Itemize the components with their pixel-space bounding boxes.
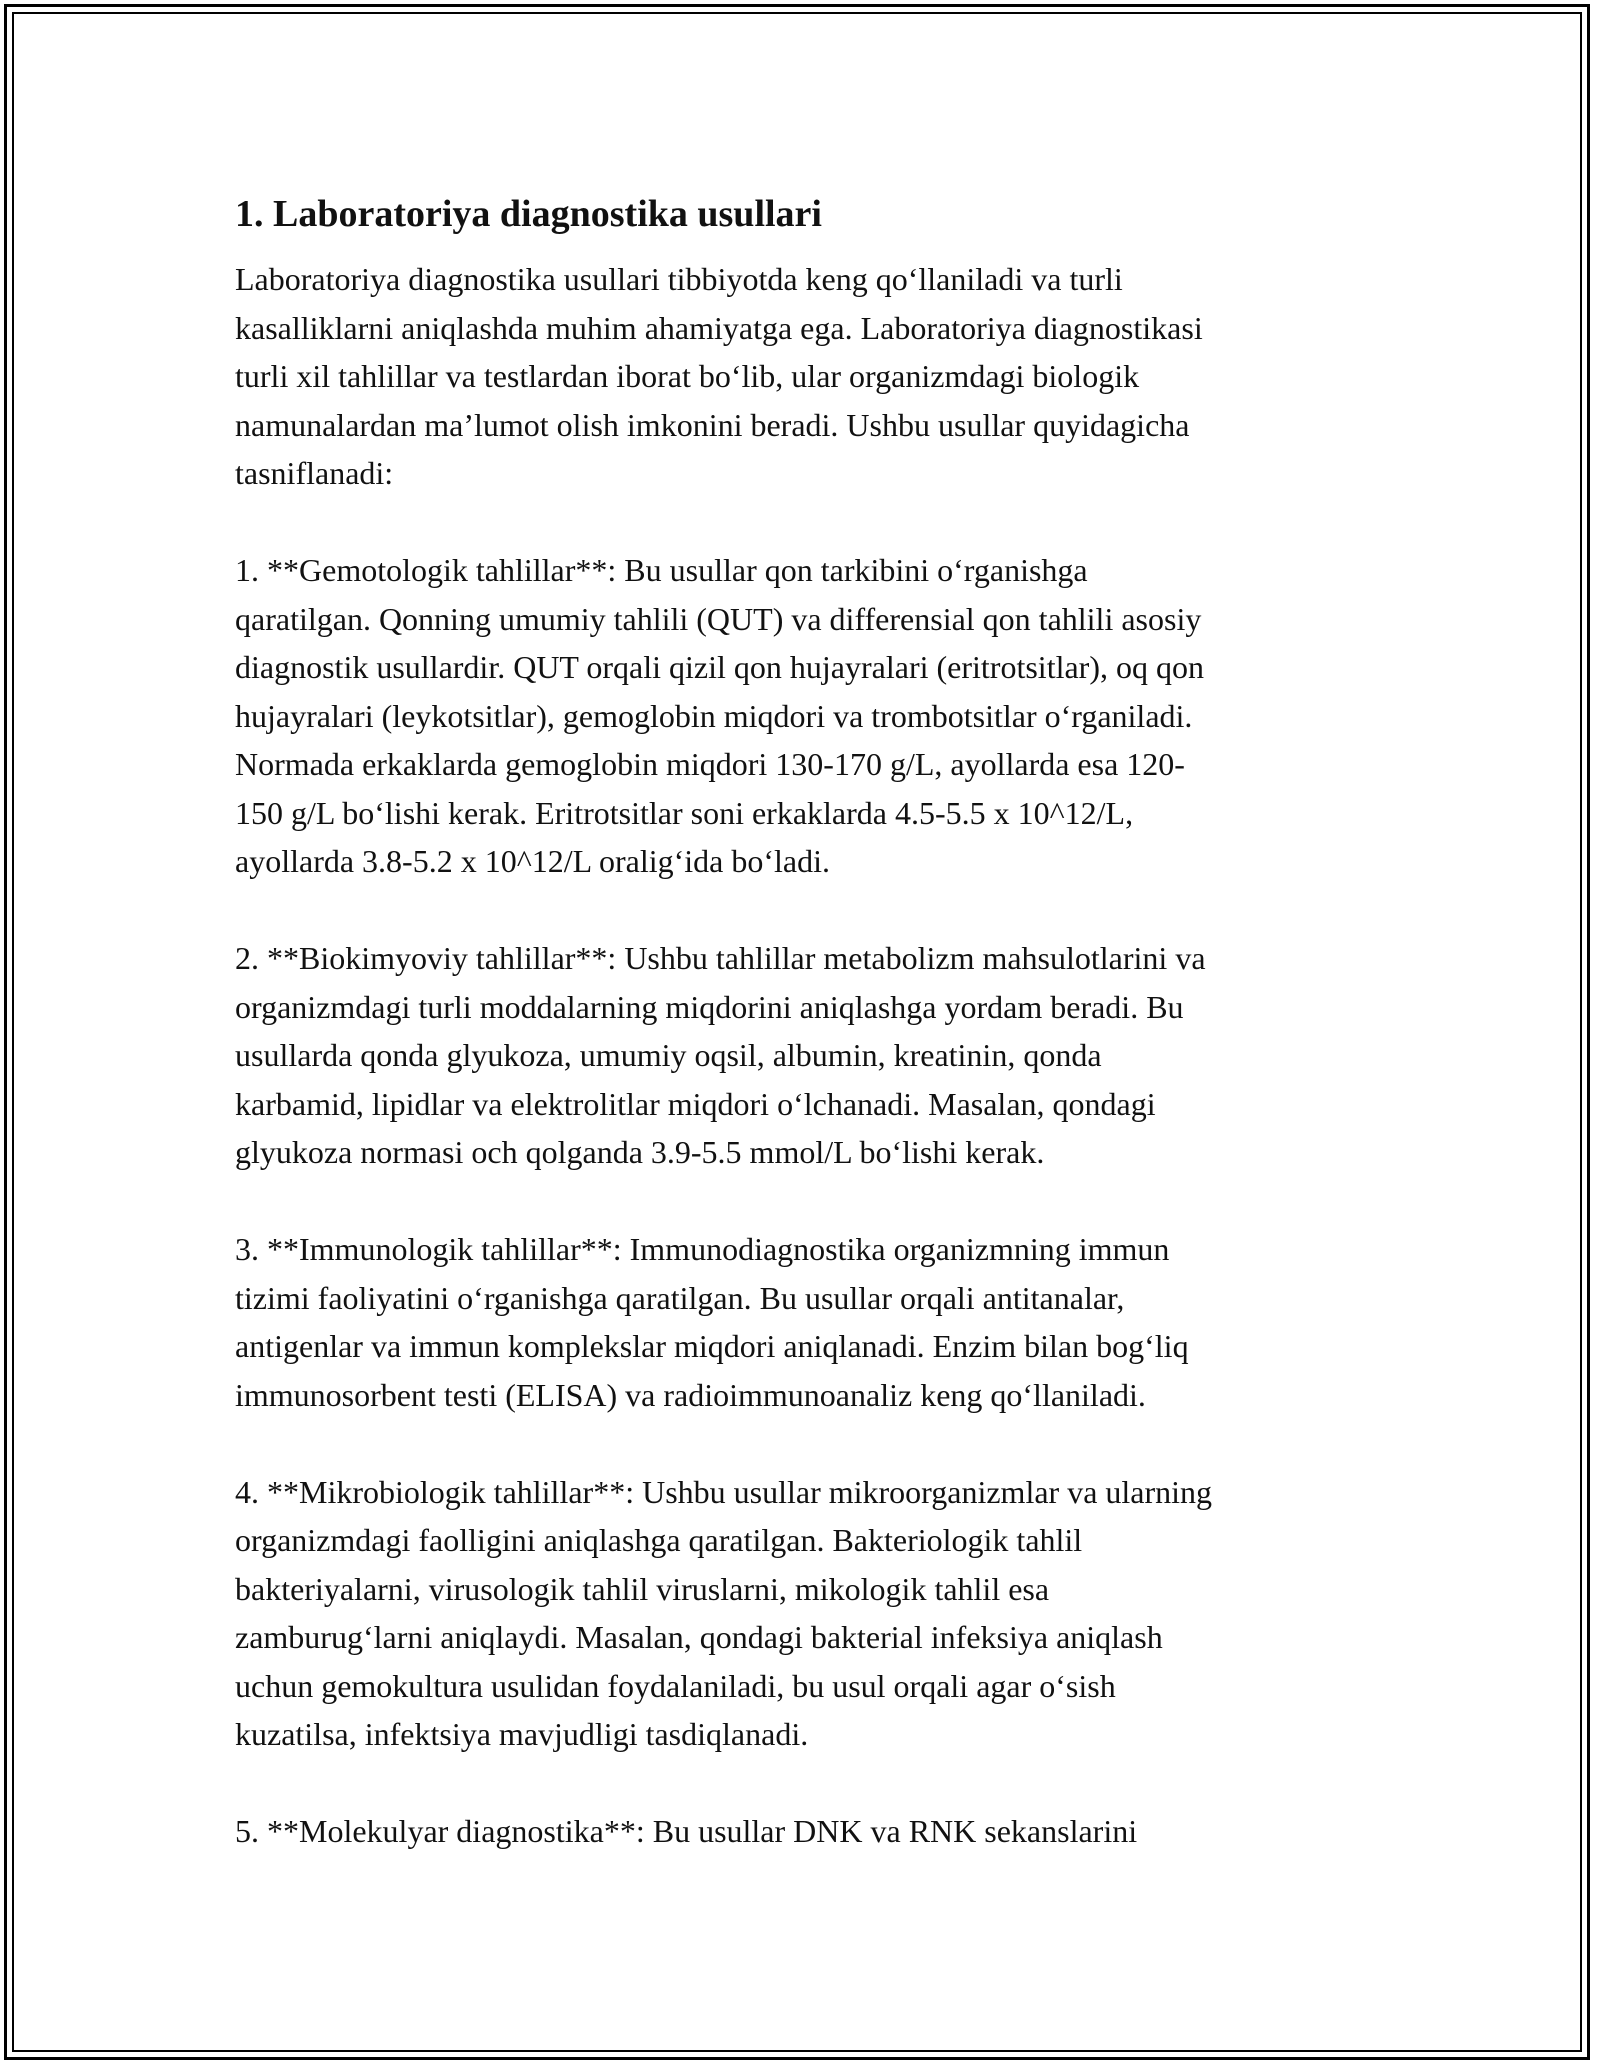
list-item-gemotologik: 1. **Gemotologik tahlillar**: Bu usullar qon tarkibini o‘rganishga qaratilgan. Qonning umumiy tahlili (QUT) va differensial qon tahlili asosiy diagnostik usullardir. QUT orqali qizil qon hujayralari (eritrotsitlar), oq qon hujayralari (leykotsitlar), gemoglobin miqdori va trombotsitlar o‘rganiladi. Normada erkaklarda gemoglobin miqdori 130-170 g/L, ayollarda esa 120- 150 g/L bo‘lishi kerak. Eritrotsitlar soni erkaklarda 4.5-5.5 x 10^12/L, ayollarda 3.8-5.2 x 10^12/L oralig‘ida bo‘ladi.: [235, 552, 1204, 879]
document-title: 1. Laboratoriya diagnostika usullari: [235, 193, 822, 235]
list-item-immunologik: 3. **Immunologik tahlillar**: Immunodiagnostika organizmning immun tizimi faoliyatini o‘rganishga qaratilgan. Bu usullar orqali antitanalar, antigenlar va immun komplekslar miqdori aniqlanadi. Enzim bilan bog‘liq immunosorbent testi (ELISA) va radioimmunoanaliz keng qo‘llaniladi.: [235, 1231, 1189, 1413]
list-item-molekulyar: 5. **Molekulyar diagnostika**: Bu usullar DNK va RNK sekanslarini: [235, 1813, 1138, 1849]
list-item-biokimyoviy: 2. **Biokimyoviy tahlillar**: Ushbu tahlillar metabolizm mahsulotlarini va organizmdagi turli moddalarning miqdorini aniqlashga yordam beradi. Bu usullarda qonda glyukoza, umumiy oqsil, albumin, kreatinin, qonda karbamid, lipidlar va elektrolitlar miqdori o‘lchanadi. Masalan, qondagi glyukoza normasi och qolganda 3.9-5.5 mmol/L bo‘lishi kerak.: [235, 940, 1206, 1170]
list-item-mikrobiologik: 4. **Mikrobiologik tahlillar**: Ushbu usullar mikroorganizmlar va ularning organizmdagi faolligini aniqlashga qaratilgan. Bakteriologik tahlil bakteriyalarni, virusologik tahlil viruslarni, mikologik tahlil esa zamburug‘larni aniqlaydi. Masalan, qondagi bakterial infeksiya aniqlash uchun gemokultura usulidan foydalaniladi, bu usul orqali agar o‘sish kuzatilsa, infektsiya mavjudligi tasdiqlanadi.: [235, 1473, 1213, 1752]
intro-paragraph: Laboratoriya diagnostika usullari tibbiyotda keng qo‘llaniladi va turli kasalliklarni aniqlashda muhim ahamiyatga ega. Laboratoriya diagnostikasi turli xil tahlillar va testlardan iborat bo‘lib, ular organizmdagi biologik namunalardan ma’lumot olish imkonini beradi. Ushbu usullar quyidagicha tasniflanadi:: [235, 261, 1203, 491]
document-body: [235, 185, 1365, 1904]
